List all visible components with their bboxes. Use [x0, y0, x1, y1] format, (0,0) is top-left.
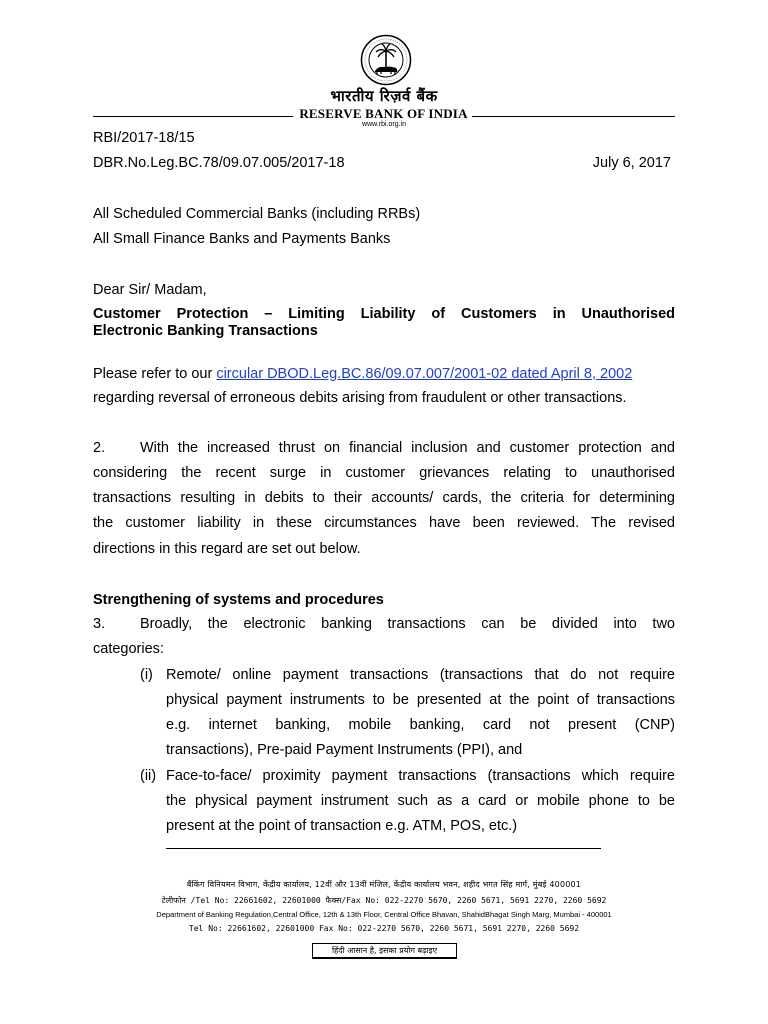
subject-line: Electronic Banking Transactions	[93, 323, 318, 339]
paragraph-2-text: With the increased thrust on financial inclusion and customer protection and	[140, 440, 675, 456]
hindi-promotion-stamp: हिंदी आसान है, इसका प्रयोग बढ़ाइए	[312, 943, 457, 959]
bank-name-hindi: भारतीय रिज़र्व बैंक	[330, 87, 438, 105]
salutation: Dear Sir/ Madam,	[93, 282, 207, 298]
paragraph-2-line: transactions resulting in debits to their accounts/ cards, the criteria for determining	[93, 490, 675, 506]
paragraph-2-line	[93, 440, 675, 456]
addressee: All Scheduled Commercial Banks (including RRBs)	[93, 206, 421, 222]
section-heading: Strengthening of systems and procedures	[93, 592, 384, 608]
rbi-seal-logo	[360, 34, 412, 86]
footer-rule	[166, 848, 601, 849]
subject-line: Customer Protection – Limiting Liability of Customers in Unauthorised	[93, 306, 675, 322]
bank-name-english: RESERVE BANK OF INDIA	[299, 106, 468, 121]
header-rule-right	[472, 116, 675, 117]
circular-link[interactable]: circular DBOD.Leg.BC.86/09.07.007/2001-02 dated April 8, 2002	[216, 366, 633, 382]
list-item-line: the physical payment instrument such as a card or mobile phone to be	[166, 793, 675, 809]
paragraph-1-line: regarding reversal of erroneous debits arising from fraudulent or other transactions.	[93, 390, 627, 406]
list-marker: (i)	[140, 667, 153, 683]
paragraph-2-line: the customer liability in these circumstances have been reviewed. The revised	[93, 515, 675, 531]
header-rule-left	[93, 116, 293, 117]
list-item-line: present at the point of transaction e.g. ATM, POS, etc.)	[166, 818, 518, 834]
paragraph-3-text: Broadly, the electronic banking transactions can be divided into two	[140, 616, 675, 632]
list-item-line: e.g. internet banking, mobile banking, card not present (CNP)	[166, 717, 675, 733]
list-item-line: Face-to-face/ proximity payment transactions (transactions which require	[166, 768, 675, 784]
footer-phone-english: Tel No: 22661602, 22601000 Fax No: 022-2270 5670, 2260 5671, 5691 2270, 2260 5692	[188, 924, 580, 933]
paragraph-number: 3.	[93, 616, 106, 632]
website: www.rbi.org.in	[362, 121, 406, 128]
paragraph-number: 2.	[93, 440, 106, 456]
footer-phone-hindi: टेलीफोन /Tel No: 22661602, 22601000 फैक्स/Fax No: 022-2270 5670, 2260 5671, 5691 2270, 2260 5692	[161, 896, 607, 905]
list-marker: (ii)	[140, 768, 157, 784]
list-item-line: Remote/ online payment transactions (transactions that do not require	[166, 667, 675, 683]
paragraph-2-line: considering the recent surge in customer grievances relating to unauthorised	[93, 465, 675, 481]
paragraph-2-line: directions in this regard are set out below.	[93, 541, 361, 557]
circular-number: RBI/2017-18/15	[93, 130, 195, 146]
letter-date: July 6, 2017	[592, 155, 671, 171]
department-reference: DBR.No.Leg.BC.78/09.07.005/2017-18	[93, 155, 345, 171]
list-item-line: physical payment instruments to be presented at the point of transactions	[166, 692, 675, 708]
paragraph-3-line	[93, 616, 675, 632]
list-item-line: transactions), Pre-paid Payment Instruments (PPI), and	[166, 742, 523, 758]
footer-address-english: Department of Banking Regulation,Central Office, 12th & 13th Floor, Central Office Bhavan, ShahidBhagat Singh Marg, Mumbai - 400001	[156, 910, 612, 919]
footer-address-hindi: बैंकिंग विनियमन विभाग, केंद्रीय कार्यालय, 12वीं और 13वीं मंजिल, केंद्रीय कार्यालय भवन, शहीद भगत सिंह मार्ग, मुंबई 400001	[186, 880, 582, 889]
addressee: All Small Finance Banks and Payments Banks	[93, 231, 391, 247]
paragraph-1-prefix: Please refer to our	[93, 366, 217, 382]
paragraph-3-line: categories:	[93, 641, 164, 657]
paragraph-1-line	[93, 366, 632, 382]
